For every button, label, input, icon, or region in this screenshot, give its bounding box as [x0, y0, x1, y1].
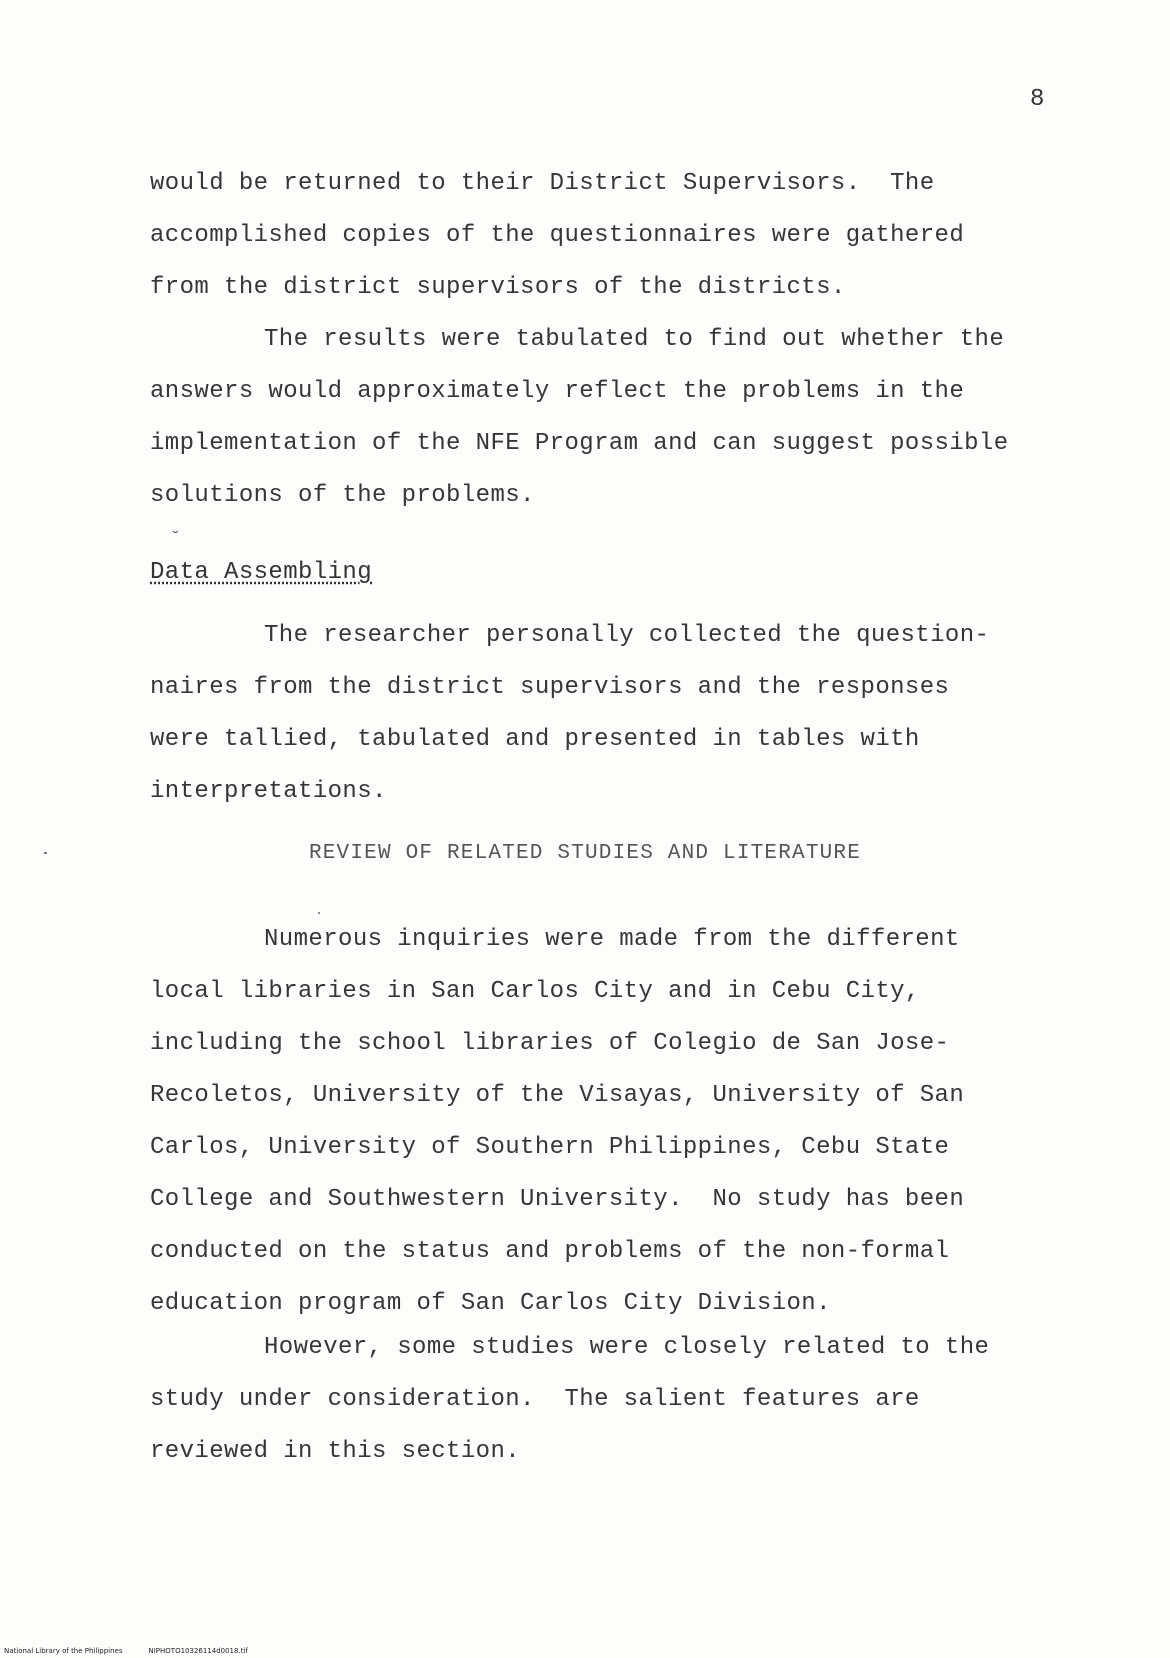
- scan-footer: [4, 1647, 248, 1655]
- text-line: interpretations.: [150, 778, 387, 805]
- review-section-title: REVIEW OF RELATED STUDIES AND LITERATURE: [308, 842, 862, 865]
- stray-mark: ˘: [170, 530, 181, 550]
- text-line: solutions of the problems.: [150, 482, 535, 509]
- scan-speck: [318, 912, 320, 914]
- text-line: The researcher personally collected the question-: [264, 622, 990, 649]
- text-line: accomplished copies of the questionnaires were gathered: [150, 222, 965, 249]
- footer-library: National Library of the Philippines: [4, 1647, 123, 1655]
- text-line: answers would approximately reflect the problems in the: [150, 378, 965, 405]
- text-line: conducted on the status and problems of the non-formal: [150, 1238, 950, 1265]
- text-line: reviewed in this section.: [150, 1438, 521, 1465]
- text-line: naires from the district supervisors and the responses: [150, 674, 950, 701]
- scan-speck: [44, 852, 47, 854]
- page-number: 8: [1030, 86, 1045, 113]
- text-line: Numerous inquiries were made from the different: [264, 926, 960, 953]
- text-line: were tallied, tabulated and presented in tables with: [150, 726, 920, 753]
- paragraph-review-1: [150, 914, 1090, 1330]
- text-line: Carlos, University of Southern Philippines, Cebu State: [150, 1134, 950, 1161]
- text-line: Recoletos, University of the Visayas, University of San: [150, 1082, 965, 1109]
- paragraph-review-2: [150, 1322, 1090, 1478]
- text-line: The results were tabulated to find out whether the: [264, 326, 1005, 353]
- text-line: would be returned to their District Supervisors. The: [150, 170, 935, 197]
- paragraph-results: [150, 314, 1090, 522]
- paragraph-continuation: [150, 158, 1090, 314]
- text-line: implementation of the NFE Program and can suggest possible: [150, 430, 1009, 457]
- paragraph-data-assembling: [150, 610, 1090, 818]
- text-line: College and Southwestern University. No study has been: [150, 1186, 965, 1213]
- text-line: from the district supervisors of the districts.: [150, 274, 846, 301]
- text-line: study under consideration. The salient features are: [150, 1386, 920, 1413]
- footer-file-id: NIPHOTO10326114d0018.tif: [148, 1647, 248, 1655]
- data-assembling-heading: Data Assembling: [150, 559, 373, 586]
- text-line: local libraries in San Carlos City and in Cebu City,: [150, 978, 920, 1005]
- text-line: including the school libraries of Colegio de San Jose-: [150, 1030, 950, 1057]
- text-line: However, some studies were closely related to the: [264, 1334, 990, 1361]
- text-line: education program of San Carlos City Division.: [150, 1290, 831, 1317]
